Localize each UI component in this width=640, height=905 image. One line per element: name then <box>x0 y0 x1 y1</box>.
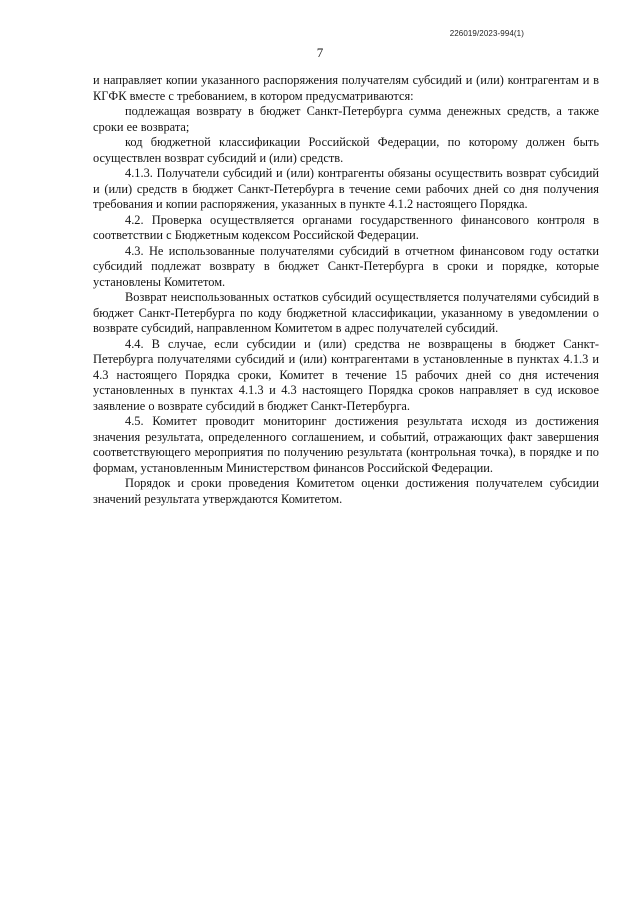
paragraph-4-3: 4.3. Не использованные получателями субсидий в отчетном финансовом году остатки субсидий подлежат возврату в бюджет Санкт-Петербурга в сроки и порядке, которые установлены Комитетом. <box>93 243 599 289</box>
paragraph-4-2: 4.2. Проверка осуществляется органами государственного финансового контроля в соответствии с Бюджетным кодексом Российской Федерации. <box>93 212 599 242</box>
paragraph-continuation: и направляет копии указанного распоряжения получателям субсидий и (или) контрагентам и в КГФК вместе с требованием, в котором предусматриваются: <box>93 73 599 103</box>
paragraph-list-item-budget-code: код бюджетной классификации Российской Федерации, по которому должен быть осуществлен возврат субсидий и (или) средств. <box>93 135 599 165</box>
paragraph-list-item-amount: подлежащая возврату в бюджет Санкт-Петербурга сумма денежных средств, а также сроки ее возврата; <box>93 104 599 134</box>
paragraph-4-4: 4.4. В случае, если субсидии и (или) средства не возвращены в бюджет Санкт-Петербурга получателями субсидий и (или) контрагентами в установленные в пунктах 4.1.3 и 4.3 настоящего Порядка сроки, Комитет в течение 15 рабочих дней со дня истечения установленных в пунктах 4.1.3 и 4.3 настоящего Порядка сроков направляет в суд исковое заявление о возврате субсидий в бюджет Санкт-Петербурга. <box>93 336 599 413</box>
page-number: 7 <box>316 45 324 60</box>
paragraph-4-1-3: 4.1.3. Получатели субсидий и (или) контрагенты обязаны осуществить возврат субсидий и (или) средств в бюджет Санкт-Петербурга в течение семи рабочих дней со дня получения требования и копии распоряжения, указанных в пункте 4.1.2 настоящего Порядка. <box>93 166 599 211</box>
document-body <box>93 73 599 507</box>
paragraph-unused-balances: Возврат неиспользованных остатков субсидий осуществляется получателями субсидий в бюджет Санкт-Петербурга по коду бюджетной классификации, указанному в уведомлении о возврате субсидий, направленном Комитетом в адрес получателей субсидий. <box>93 290 599 335</box>
paragraph-4-5: 4.5. Комитет проводит мониторинг достижения результата исходя из достижения значения результата, определенного соглашением, и событий, отражающих факт завершения соответствующего мероприятия по получению результата (контрольная точка), в порядке и по формам, установленным Министерством финансов Российской Федерации. <box>93 414 599 475</box>
paragraph-evaluation-procedure: Порядок и сроки проведения Комитетом оценки достижения получателем субсидии значений результата утверждаются Комитетом. <box>93 476 599 506</box>
document-registration-number: 226019/2023-994(1) <box>449 29 524 38</box>
